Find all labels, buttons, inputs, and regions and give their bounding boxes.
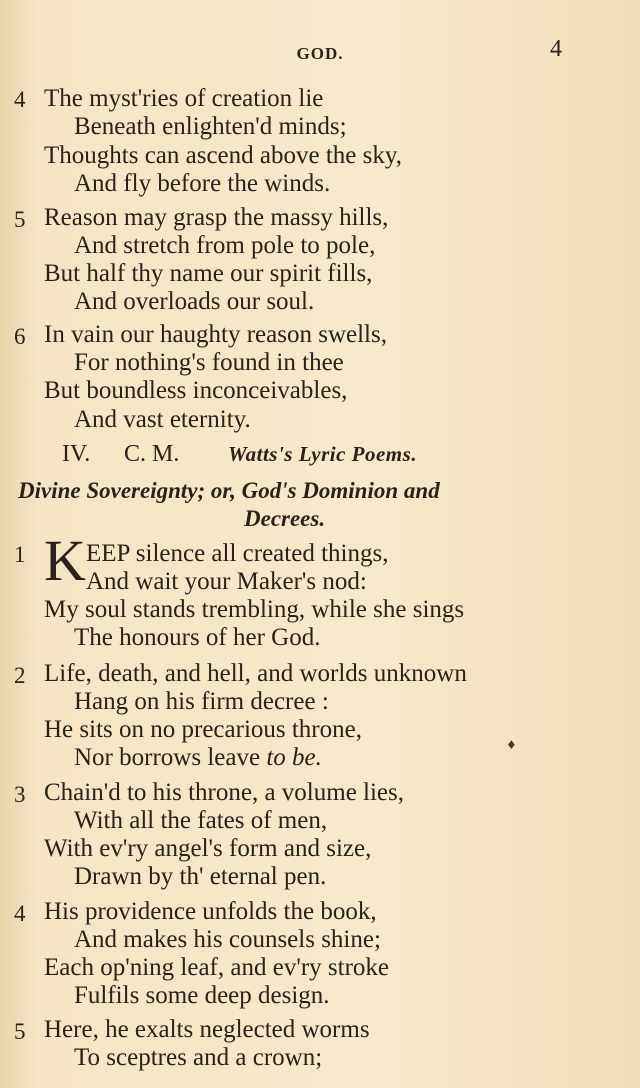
stanza-number: 3: [14, 782, 26, 807]
hymn-source: Watts's Lyric Poems.: [228, 442, 418, 466]
stanza-number: 5: [14, 1019, 26, 1044]
verse-line: Life, death, and hell, and worlds unknown: [44, 660, 467, 687]
verse-line: Drawn by th' eternal pen.: [74, 863, 327, 890]
hymn-meter: C. M.: [124, 441, 180, 467]
verse-line: And makes his counsels shine;: [74, 926, 381, 953]
verse-line: Each op'ning leaf, and ev'ry stroke: [44, 954, 389, 981]
hymn-number: IV.: [62, 441, 91, 467]
verse-line: To sceptres and a crown;: [74, 1044, 323, 1071]
verse-line: And stretch from pole to pole,: [74, 232, 376, 259]
verse-line: [74, 745, 322, 770]
verse-line: And vast eternity.: [74, 406, 251, 433]
verse-line-italic: to be.: [266, 744, 322, 771]
verse-line: My soul stands trembling, while she sings: [44, 596, 465, 623]
verse-line-text: Nor borrows leave: [74, 744, 267, 771]
verse-line: Hang on his firm decree :: [74, 688, 329, 715]
stanza-number: 5: [14, 207, 26, 232]
verse-line: With ev'ry angel's form and size,: [44, 835, 372, 862]
verse-line: Thoughts can ascend above the sky,: [44, 142, 402, 169]
page-number: 4: [550, 36, 562, 62]
verse-line: Fulfils some deep design.: [74, 982, 330, 1009]
hymn-title: Divine Sovereignty; or, God's Dominion and: [18, 478, 440, 503]
verse-line: And fly before the winds.: [74, 170, 331, 197]
verse-line: Reason may grasp the massy hills,: [44, 204, 389, 231]
drop-cap: K: [44, 528, 86, 593]
verse-line: Beneath enlighten'd minds;: [74, 113, 347, 140]
running-head: GOD.: [296, 44, 344, 63]
hymn-heading: [62, 441, 417, 468]
verse-line: EEP silence all created things,: [86, 540, 389, 567]
verse-line: For nothing's found in thee: [74, 349, 344, 376]
verse-line: His providence unfolds the book,: [44, 898, 377, 925]
stanza-number: 4: [14, 901, 26, 926]
verse-line: Chain'd to his throne, a volume lies,: [44, 779, 405, 806]
stanza-number: 6: [14, 324, 26, 349]
stanza-number: 1: [14, 542, 26, 567]
verse-line: But half thy name our spirit fills,: [44, 260, 373, 287]
printer-mark: ♦: [506, 738, 517, 752]
verse-line: The myst'ries of creation lie: [44, 85, 324, 112]
hymn-title-cont: Decrees.: [244, 506, 326, 531]
verse-line: In vain our haughty reason swells,: [44, 321, 387, 348]
verse-line: He sits on no precarious throne,: [44, 716, 362, 743]
verse-line: And wait your Maker's nod:: [86, 568, 367, 595]
verse-line: The honours of her God.: [74, 624, 321, 651]
stanza-number: 2: [14, 663, 26, 688]
verse-line: With all the fates of men,: [74, 807, 328, 834]
stanza-number: 4: [14, 87, 26, 112]
verse-line: And overloads our soul.: [74, 288, 315, 315]
verse-line: But boundless inconceivables,: [44, 377, 348, 404]
verse-line: Here, he exalts neglected worms: [44, 1016, 370, 1043]
